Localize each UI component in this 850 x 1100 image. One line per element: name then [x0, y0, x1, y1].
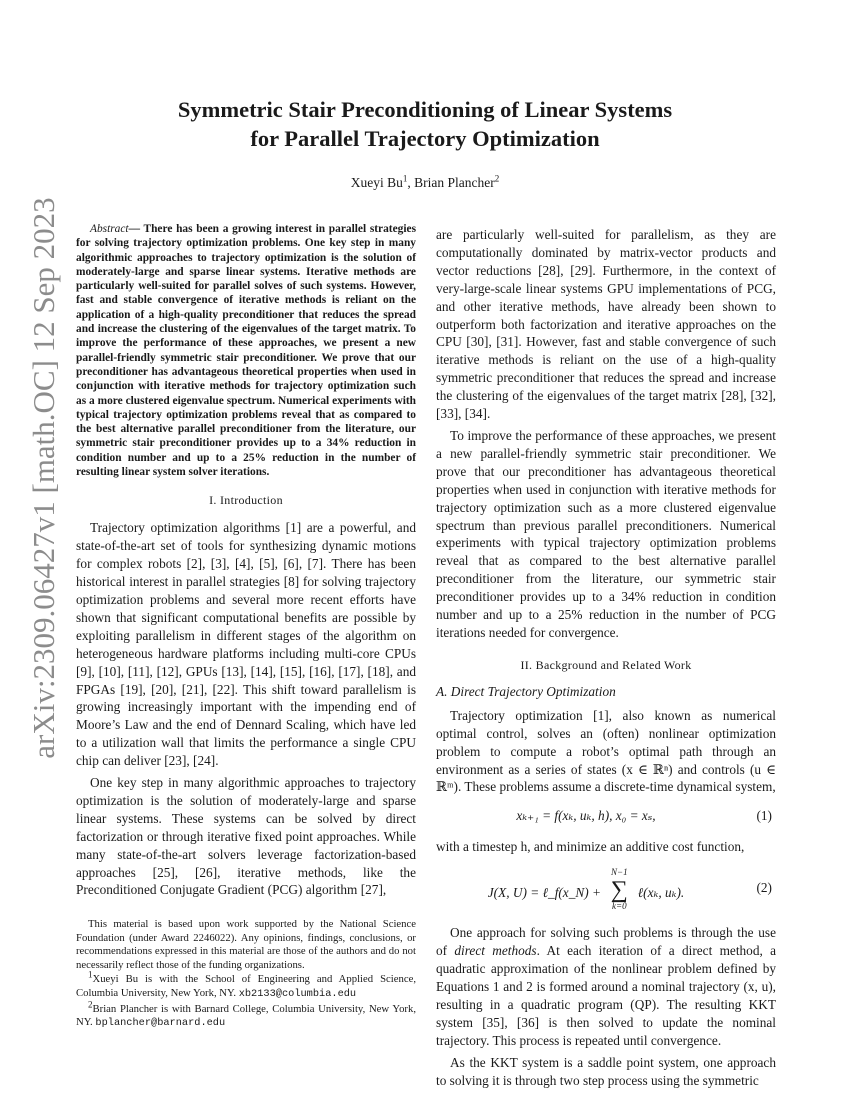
intro-paragraph-1: Trajectory optimization algorithms [1] are a powerful, and state-of-the-art set of tools for synthesizing dynamic motions for complex robots [2], [3], [4], [5], [6], [7]. There has been historical interest in parallel strategies [8] for solving trajectory optimization problems and several more recent efforts have shown that significant computational benefits are possible by exploiting parallelism in different stages of the algorithm on heterogeneous hardware platforms including multi-core CPUs [9], [10], [11], [12], GPUs [13], [14], [15], [16], [17], [18], and FPGAs [19], [20], [21], [22]. This shift toward parallelism is growing increasingly important with the impending end of Moore’s Law and the end of Dennard Scaling, which have led to a utilization wall that limits the performance a single CPU chip can deliver [23], [24].	[76, 520, 416, 769]
arxiv-stamp: arXiv:2309.06427v1 [math.OC] 12 Sep 2023	[26, 197, 61, 759]
author-2: Brian Plancher	[414, 175, 495, 190]
sigma-glyph: ∑	[610, 877, 628, 904]
author-separator: ,	[407, 175, 415, 190]
equation-2	[436, 862, 776, 914]
background-paragraph-3-a: One approach for solving such problems is through the use of	[436, 925, 776, 959]
abstract	[76, 222, 416, 479]
equation-1	[436, 806, 776, 830]
author-2-mark: 2	[494, 173, 500, 184]
background-paragraph-2: with a timestep h, and minimize an additive cost function,	[436, 839, 745, 855]
summation-lower-limit: k=0	[612, 901, 627, 912]
footnote-2-mark: 2	[88, 999, 93, 1009]
author-1: Xueyi Bu	[350, 175, 403, 190]
summation-symbol	[606, 867, 632, 912]
equation-2-number: (2)	[756, 880, 772, 896]
equation-2-body	[436, 867, 736, 912]
footnote-2-text: Brian Plancher is with Barnard College, Columbia University, New York, NY.	[76, 1002, 416, 1029]
background-paragraph-3	[436, 924, 776, 1049]
equation-2-lhs: J(X, U) = ℓ_f(x_N) +	[487, 885, 601, 901]
direct-methods-term: direct methods	[454, 943, 537, 959]
left-column	[76, 222, 416, 899]
title-line-1: Symmetric Stair Preconditioning of Linear Systems	[177, 97, 673, 122]
footnote-2-email: bplancher@barnard.edu	[95, 1017, 226, 1030]
background-paragraph-4: As the KKT system is a saddle point system, one approach to solving it is through two step process using the symmetric	[436, 1054, 776, 1088]
right-paragraph-1: are particularly well-suited for parallelism, as they are computationally dominated by matrix-vector products and vector reductions [28], [29]. Furthermore, in the context of very-large-scale linear systems GPU implementations of PCG, and other iterative methods, have already been shown to outperform both factorization and iterative approaches on the CPU [30], [31]. However, fast and stable convergence of such iterative methods is reliant on the use of a high-quality symmetric preconditioner that reduces the spread and increase the clustering of the eigenvalues of the target matrix [28], [32], [33], [34].	[436, 227, 776, 422]
paper-title	[110, 95, 740, 153]
footnote-2	[76, 999, 416, 1031]
equation-2-rhs: ℓ(xₖ, uₖ).	[637, 885, 685, 901]
right-column	[436, 226, 776, 1089]
footnote-1-email: xb2133@columbia.edu	[238, 987, 357, 1000]
footnote-1-mark: 1	[88, 969, 93, 980]
footnote-1-text: Xueyi Bu is with the School of Engineering and Applied Science, Columbia University, New York, NY.	[76, 973, 416, 999]
author-1-mark: 1	[402, 173, 408, 184]
abstract-heading: Abstract	[90, 223, 129, 235]
equation-1-number: (1)	[756, 808, 772, 824]
section-heading-introduction: I. Introduction	[209, 493, 283, 508]
title-line-2: for Parallel Trajectory Optimization	[250, 126, 600, 151]
footnote-1	[76, 969, 416, 1001]
summation-upper-limit: N−1	[611, 867, 628, 878]
background-paragraph-3-b: . At each iteration of a direct method, a quadratic approximation of the nonlinear problem defined by Equations 1 and 2 is formed around a nominal trajectory (x, u), resulting in a quadratic program (QP). The resulting KKT system [35], [36] is then solved to update the nominal trajectory. This process is repeated until convergence.	[436, 943, 777, 1048]
footnotes	[76, 918, 416, 1032]
background-paragraph-1: Trajectory optimization [1], also known as numerical optimal control, solves an (often) nonlinear optimization problem to compute a robot’s optimal path through an environment as a series of states (x ∈ ℝⁿ) and controls (u ∈ ℝᵐ). These problems assume a discrete-time dynamical system,	[436, 707, 776, 795]
equation-1-body: xₖ₊₁ = f(xₖ, uₖ, h), x₀ = xₛ,	[516, 808, 656, 824]
intro-paragraph-2: One key step in many algorithmic approaches to trajectory optimization is the solution of moderately-large and sparse linear systems. These systems can be solved by direct factorization or through iterative fixed point approaches. While many state-of-the-art solvers leverage factorization-based approaches [25], [26], iterative methods, like the Preconditioned Conjugate Gradient (PCG) algorithm [27],	[76, 775, 416, 898]
right-paragraph-2: To improve the performance of these approaches, we present a new parallel-friendly symmetric stair preconditioner. We prove that our preconditioner has advantageous theoretical properties when used in conjunction with iterative methods for trajectory optimization such as a more clustered eigenvalue spectrum than previous parallel preconditioners. Numerical experiments with typical trajectory optimization problems reveal that as compared to the best alternative parallel preconditioner from the literature, our symmetric stair preconditioner provides up to a 34% reduction in condition number and up to a 25% reduction in the number of PCG iterations needed for convergence.	[436, 427, 776, 640]
subsection-heading-direct-trajectory: A. Direct Trajectory Optimization	[436, 683, 616, 699]
section-heading-background: II. Background and Related Work	[520, 657, 692, 672]
abstract-body: — There has been a growing interest in parallel strategies for solving trajectory optimization problems. One key step in many algorithmic approaches to trajectory optimization is the solution of moderately-large and sparse linear systems. Iterative methods are particularly well-suited for parallel solves of such systems. However, fast and stable convergence of iterative methods is reliant on the application of a high-quality preconditioner that reduces the spread and increase the clustering of the eigenvalues of the target matrix. To improve the performance of these approaches, we present a new parallel-friendly symmetric stair preconditioner. We prove that our preconditioner has advantageous theoretical properties when used in conjunction with iterative methods for trajectory optimization such as a more clustered eigenvalue spectrum. Numerical experiments with typical trajectory optimization problems reveal that as compared to the best alternative parallel preconditioner from the literature, our symmetric stair preconditioner provides up to a 34% reduction in condition number and up to a 25% reduction in the number of resulting linear system solver iterations.	[76, 223, 416, 479]
footnote-funding: This material is based upon work supported by the National Science Foundation (under Award 2246022). Any opinions, findings, conclusions, or recommendations expressed in this material are those of the authors and do not necessarily reflect those of the funding organizations.	[76, 918, 416, 971]
author-list	[110, 175, 740, 191]
